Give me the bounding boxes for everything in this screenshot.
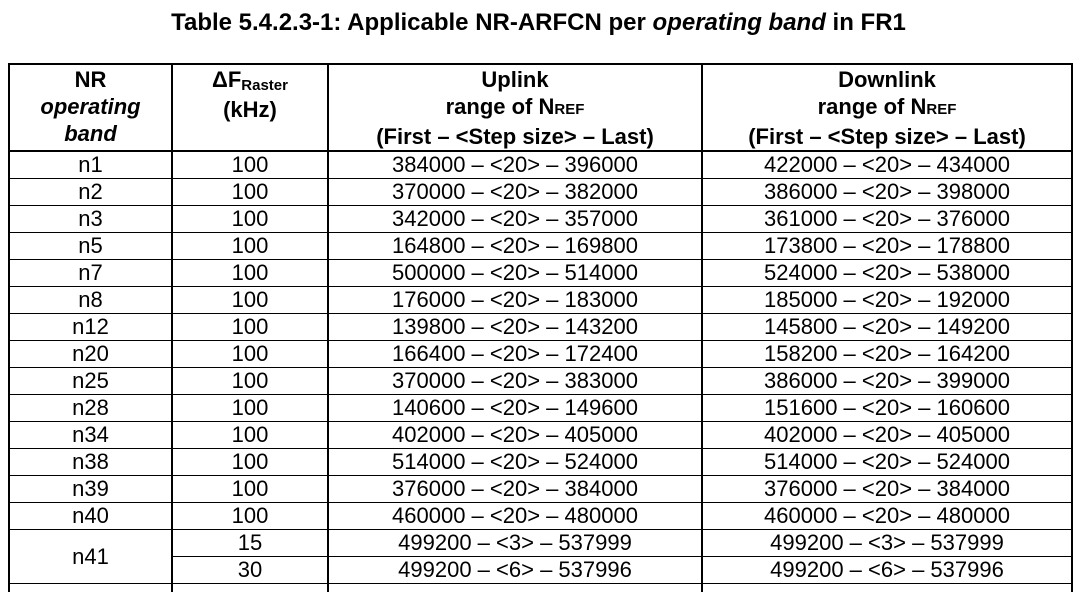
- table-row: [9, 422, 1072, 449]
- downlink-cell: 158200 – <20> – 164200: [702, 341, 1072, 368]
- caption-suffix: in FR1: [825, 9, 906, 36]
- uplink-cell: 370000 – <20> – 382000: [328, 179, 702, 206]
- uplink-cell: 499200 – <3> – 537999: [328, 530, 702, 557]
- table-caption: [0, 7, 1077, 39]
- band-cell: n40: [9, 503, 172, 530]
- table-row: [9, 476, 1072, 503]
- uplink-cell: 164800 – <20> – 169800: [328, 233, 702, 260]
- downlink-cell: 376000 – <20> – 384000: [702, 476, 1072, 503]
- uplink-cell: 499200 – <6> – 537996: [328, 557, 702, 584]
- band-cell: n1: [9, 151, 172, 179]
- downlink-cell-cut: [702, 584, 1072, 593]
- band-cell: n5: [9, 233, 172, 260]
- band-cell: n25: [9, 368, 172, 395]
- table-row-cut-off: [9, 584, 1072, 593]
- uplink-cell-cut: [328, 584, 702, 593]
- raster-cell: 100: [172, 395, 328, 422]
- band-cell: n12: [9, 314, 172, 341]
- table-row: [9, 206, 1072, 233]
- table-row: [9, 368, 1072, 395]
- table-row: [9, 233, 1072, 260]
- downlink-cell: 499200 – <3> – 537999: [702, 530, 1072, 557]
- table-row: [9, 151, 1072, 179]
- uplink-cell: 460000 – <20> – 480000: [328, 503, 702, 530]
- downlink-cell: 524000 – <20> – 538000: [702, 260, 1072, 287]
- table-row: [9, 260, 1072, 287]
- table-row: [9, 503, 1072, 530]
- raster-cell-cut: [172, 584, 328, 593]
- uplink-cell: 370000 – <20> – 383000: [328, 368, 702, 395]
- raster-cell: 100: [172, 314, 328, 341]
- band-cell-cut: [9, 584, 172, 593]
- uplink-cell: 166400 – <20> – 172400: [328, 341, 702, 368]
- downlink-cell: 499200 – <6> – 537996: [702, 557, 1072, 584]
- header-downlink: Downlink range of NREF (First – <Step size> – Last): [702, 64, 1072, 151]
- downlink-cell: 386000 – <20> – 399000: [702, 368, 1072, 395]
- caption-italic: operating band: [652, 9, 826, 36]
- raster-cell: 100: [172, 287, 328, 314]
- raster-cell: 100: [172, 260, 328, 287]
- downlink-cell: 361000 – <20> – 376000: [702, 206, 1072, 233]
- raster-cell: 100: [172, 503, 328, 530]
- table-row: [9, 179, 1072, 206]
- header-uplink: Uplink range of NREF (First – <Step size> – Last): [328, 64, 702, 151]
- band-cell: n2: [9, 179, 172, 206]
- uplink-cell: 384000 – <20> – 396000: [328, 151, 702, 179]
- header-band: NR operating band: [9, 64, 172, 151]
- downlink-cell: 402000 – <20> – 405000: [702, 422, 1072, 449]
- uplink-cell: 139800 – <20> – 143200: [328, 314, 702, 341]
- band-cell-n41: n41: [9, 530, 172, 584]
- uplink-cell: 376000 – <20> – 384000: [328, 476, 702, 503]
- table-row: [9, 395, 1072, 422]
- uplink-cell: 140600 – <20> – 149600: [328, 395, 702, 422]
- band-cell: n8: [9, 287, 172, 314]
- downlink-cell: 185000 – <20> – 192000: [702, 287, 1072, 314]
- raster-cell: 100: [172, 449, 328, 476]
- downlink-cell: 514000 – <20> – 524000: [702, 449, 1072, 476]
- caption-prefix: Table 5.4.2.3-1: Applicable NR-ARFCN per: [171, 9, 653, 36]
- header-delta-f-raster: ΔFRaster (kHz): [172, 64, 328, 151]
- downlink-cell: 386000 – <20> – 398000: [702, 179, 1072, 206]
- band-cell: n28: [9, 395, 172, 422]
- raster-cell: 100: [172, 151, 328, 179]
- raster-cell: 100: [172, 179, 328, 206]
- raster-cell: 100: [172, 476, 328, 503]
- band-cell: n20: [9, 341, 172, 368]
- band-cell: n34: [9, 422, 172, 449]
- nr-arfcn-table: [8, 63, 1073, 592]
- downlink-cell: 460000 – <20> – 480000: [702, 503, 1072, 530]
- downlink-cell: 151600 – <20> – 160600: [702, 395, 1072, 422]
- table-row: [9, 449, 1072, 476]
- downlink-cell: 422000 – <20> – 434000: [702, 151, 1072, 179]
- band-cell: n7: [9, 260, 172, 287]
- table-row: [9, 314, 1072, 341]
- raster-cell: 100: [172, 422, 328, 449]
- raster-cell: 15: [172, 530, 328, 557]
- raster-cell: 100: [172, 368, 328, 395]
- downlink-cell: 173800 – <20> – 178800: [702, 233, 1072, 260]
- raster-cell: 30: [172, 557, 328, 584]
- band-cell: n39: [9, 476, 172, 503]
- table-row-n41-a: [9, 530, 1072, 557]
- band-cell: n3: [9, 206, 172, 233]
- downlink-cell: 145800 – <20> – 149200: [702, 314, 1072, 341]
- table-body: [9, 151, 1072, 592]
- raster-cell: 100: [172, 233, 328, 260]
- uplink-cell: 342000 – <20> – 357000: [328, 206, 702, 233]
- table-row: [9, 341, 1072, 368]
- band-cell: n38: [9, 449, 172, 476]
- raster-cell: 100: [172, 341, 328, 368]
- uplink-cell: 402000 – <20> – 405000: [328, 422, 702, 449]
- uplink-cell: 500000 – <20> – 514000: [328, 260, 702, 287]
- table-row: [9, 287, 1072, 314]
- table-header: [9, 64, 1072, 151]
- uplink-cell: 176000 – <20> – 183000: [328, 287, 702, 314]
- uplink-cell: 514000 – <20> – 524000: [328, 449, 702, 476]
- raster-cell: 100: [172, 206, 328, 233]
